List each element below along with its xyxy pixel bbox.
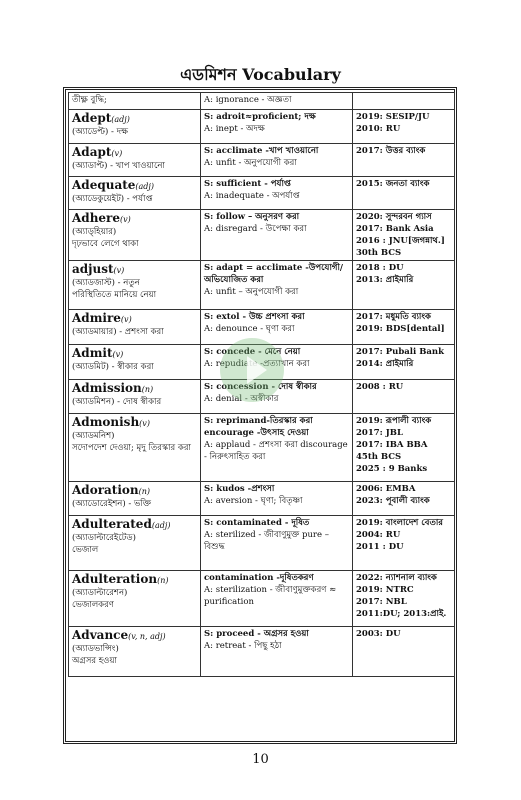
word: Admit: [72, 346, 113, 360]
table-row: [69, 414, 455, 482]
table-row: [69, 571, 455, 627]
word: Adept: [72, 111, 112, 125]
meaning-line: দৃঢ়ভাবে লেগে থাকা: [72, 239, 139, 249]
word: Advance: [72, 628, 129, 642]
pronunciation: (অ্যাডমিট): [72, 362, 109, 372]
table-row: [69, 144, 455, 177]
word-cell: [69, 627, 201, 677]
pronunciation: (অ্যাডমনিশ): [72, 431, 115, 441]
meaning: - প্রশংসা করা: [116, 327, 164, 337]
meaning-line: অগ্রসর হওয়া: [72, 656, 117, 666]
exam-reference: 2016 : JNU[জগন্নাথ.]: [356, 236, 445, 246]
antonym: A: retreat - পিছু হঠা: [204, 641, 282, 651]
antonym: A: unfit - অনুপযোগী করা: [204, 158, 297, 168]
pronunciation: (অ্যাডেপ্ট): [72, 127, 109, 137]
antonym: A: unfit – অনুপযোগী করা: [204, 287, 299, 297]
word-cell: [69, 310, 201, 345]
word: Adulteration: [72, 572, 158, 586]
antonym: A: inept - অদক্ষ: [204, 124, 265, 134]
pronunciation: (অ্যাডাল্টারেশন): [72, 588, 128, 598]
exam-reference: 2019: রূপালী ব্যাংক: [356, 416, 432, 426]
synonym-antonym-cell: [201, 571, 353, 627]
meaning-line: সদোপদেশ দেওয়া; মৃদু তিরস্কার করা: [72, 443, 191, 453]
meaning: - স্বীকার করা: [108, 362, 154, 372]
antonym: A: sterilization - জীবাণুমুক্তকরণ ≈ purification: [204, 585, 337, 607]
pronunciation: (অ্যাডাপ্ট): [72, 161, 108, 171]
table-row: [69, 482, 455, 516]
meaning: - নতুন: [114, 278, 140, 288]
exam-reference: 2017: মধুমতি ব্যাংক: [356, 312, 431, 322]
table-row: [69, 210, 455, 261]
part-of-speech: (v): [113, 266, 125, 275]
table-row: [69, 627, 455, 677]
exam-cell: [353, 310, 455, 345]
exam-reference: 2013: প্রাইমারি: [356, 275, 414, 285]
meaning: - পর্যাপ্ত: [124, 194, 153, 204]
play-triangle-icon: [247, 356, 267, 384]
exam-reference: 2010: RU: [356, 124, 401, 134]
table-row: [69, 93, 455, 110]
word-cell: [69, 414, 201, 482]
synonym-antonym-cell: [201, 627, 353, 677]
exam-reference: 2003: DU: [356, 629, 401, 639]
synonym: S: reprimand-তিরস্কার করা encourage -উৎসাহ দেওয়া: [204, 416, 313, 438]
synonym-antonym-cell: [201, 516, 353, 571]
synonym-antonym-cell: [201, 144, 353, 177]
exam-cell: [353, 93, 455, 110]
word-cell: [69, 345, 201, 380]
exam-cell: [353, 261, 455, 310]
word-cell: [69, 571, 201, 627]
table-row: [69, 110, 455, 144]
word-cell: [69, 261, 201, 310]
exam-reference: 2017: IBA BBA: [356, 440, 428, 450]
synonym: S: contaminated - দূষিত: [204, 518, 310, 528]
table-row: [69, 516, 455, 571]
exam-reference: 2020: সুন্দরবন গ্যাস: [356, 212, 432, 222]
part-of-speech: (n): [141, 385, 154, 394]
word-cell: [69, 177, 201, 210]
antonym: A: ignorance - অজ্ঞতা: [204, 95, 292, 105]
exam-reference: 2017: Pubali Bank: [356, 347, 444, 357]
exam-reference: 2014: প্রাইমারি: [356, 359, 414, 369]
synonym: S: extol - উচ্চ প্রশংসা করা: [204, 312, 305, 322]
exam-reference: 2008 : RU: [356, 382, 404, 392]
word: Adapt: [72, 145, 112, 159]
synonym-antonym-cell: [201, 210, 353, 261]
synonym-antonym-cell: [201, 261, 353, 310]
exam-reference: 45th BCS: [356, 452, 402, 462]
exam-reference: 2017: উত্তর ব্যাংক: [356, 146, 426, 156]
exam-reference: 2011 : DU: [356, 542, 404, 552]
part-of-speech: (v): [111, 149, 123, 158]
exam-cell: [353, 627, 455, 677]
word: Admire: [72, 311, 121, 325]
pronunciation: (অ্যাডজাস্ট): [72, 278, 115, 288]
word-cell: [69, 380, 201, 414]
part-of-speech: (n): [157, 576, 169, 585]
synonym-antonym-cell: [201, 93, 353, 110]
meaning-line: ভেজাল: [72, 545, 99, 555]
antonym: A: inadequate - অপর্যাপ্ত: [204, 191, 300, 201]
exam-reference: 2011:DU; 2013:প্রাই.: [356, 609, 447, 619]
part-of-speech: (adj): [111, 115, 130, 124]
synonym-antonym-cell: [201, 310, 353, 345]
synonym: S: concede - মেনে নেয়া: [204, 347, 301, 357]
page-number: 10: [252, 752, 269, 767]
synonym: contamination -দূষিতকরণ: [204, 573, 314, 583]
exam-reference: 2019: NTRC: [356, 585, 414, 595]
antonym: A: aversion - ঘৃণা; বিতৃষ্ণা: [204, 496, 303, 506]
synonym: S: acclimate -খাপ খাওয়ানো: [204, 146, 319, 156]
table-row: [69, 177, 455, 210]
synonym: S: adapt = acclimate -উপযোগী/অভিযোজিত করা: [204, 263, 344, 285]
exam-cell: [353, 144, 455, 177]
exam-reference: 2025 : 9 Banks: [356, 464, 428, 474]
pronunciation: (অ্যাডমায়ার): [72, 327, 117, 337]
synonym: S: follow – অনুসরণ করা: [204, 212, 300, 222]
meaning: - ভক্তি: [125, 499, 151, 509]
synonym: S: proceed - অগ্রসর হওয়া: [204, 629, 309, 639]
meaning: - দক্ষ: [108, 127, 128, 137]
pronunciation: (অ্যাডেকুয়েইট): [72, 194, 125, 204]
exam-cell: [353, 345, 455, 380]
table-row: [69, 261, 455, 310]
synonym: S: kudos -প্রশংসা: [204, 484, 275, 494]
part-of-speech: (n): [138, 487, 151, 496]
synonym: S: adroit≈proficient; দক্ষ: [204, 112, 316, 122]
part-of-speech: (v): [112, 350, 124, 359]
pronunciation: (অ্যাডমিশন): [72, 397, 115, 407]
antonym: A: disregard - উপেক্ষা করা: [204, 224, 307, 234]
word: Adoration: [72, 483, 139, 497]
exam-reference: 2022: ন্যাশনাল ব্যাংক: [356, 573, 437, 583]
exam-cell: [353, 210, 455, 261]
word-cell: [69, 144, 201, 177]
word: Admission: [72, 381, 142, 395]
pronunciation: (অ্যাড্‌হিয়ার): [72, 227, 117, 237]
meaning: - দোষ স্বীকার: [114, 397, 162, 407]
word: adjust: [72, 262, 114, 276]
exam-reference: 2019: BDS[dental]: [356, 324, 445, 334]
word-cell: [69, 482, 201, 516]
word: Adhere: [72, 211, 121, 225]
exam-reference: 2004: RU: [356, 530, 401, 540]
part-of-speech: (v): [120, 315, 132, 324]
word-cell: [69, 93, 201, 110]
word-cell: [69, 210, 201, 261]
meaning: - খাপ খাওয়ানো: [107, 161, 165, 171]
exam-reference: 2019: SESIP/JU: [356, 112, 430, 122]
word-cell: [69, 516, 201, 571]
exam-reference: 2023: পূবালী ব্যাংক: [356, 496, 430, 506]
exam-reference: 2019: বাংলাদেশ বেতার: [356, 518, 443, 528]
word: Adequate: [72, 178, 136, 192]
meaning-line: ভেজালকরণ: [72, 600, 114, 610]
word: Adulterated: [72, 517, 152, 531]
synonym-antonym-cell: [201, 482, 353, 516]
antonym: A: sterilized - জীবাণুমুক্ত pure – বিশুদ্ধ: [204, 530, 329, 552]
antonym: A: applaud - প্রশংসা করা discourage - নিরুৎসাহিত করা: [204, 440, 348, 462]
synonym-antonym-cell: [201, 177, 353, 210]
part-of-speech: (v, n, adj): [128, 632, 166, 641]
synonym-antonym-cell: [201, 110, 353, 144]
exam-cell: [353, 177, 455, 210]
exam-reference: 2018 : DU: [356, 263, 404, 273]
part-of-speech: (adj): [151, 521, 171, 530]
exam-reference: 30th BCS: [356, 248, 402, 258]
exam-reference: 2017: Bank Asia: [356, 224, 434, 234]
exam-cell: [353, 516, 455, 571]
word-cell: [69, 110, 201, 144]
exam-reference: 2006: EMBA: [356, 484, 416, 494]
word: Admonish: [72, 415, 140, 429]
exam-reference: 2017: JBL: [356, 428, 403, 438]
part-of-speech: (v): [139, 419, 150, 428]
meaning-line: পরিস্থিতিতে মানিয়ে নেয়া: [72, 290, 157, 300]
antonym: A: repudiate -প্রত্যাখান করা: [204, 359, 310, 369]
synonym: S: concession - দোষ স্বীকার: [204, 382, 317, 392]
exam-cell: [353, 110, 455, 144]
exam-cell: [353, 414, 455, 482]
synonym: S: sufficient - পর্যাপ্ত: [204, 179, 291, 189]
exam-reference: 2017: NBL: [356, 597, 407, 607]
pronunciation: তীক্ষ্ণ বুদ্ধি;: [72, 95, 107, 105]
pronunciation: (অ্যাডভান্সিং): [72, 644, 119, 654]
exam-cell: [353, 380, 455, 414]
antonym: A: denial - অস্বীকার: [204, 394, 279, 404]
page-title: এডমিশন Vocabulary: [180, 65, 341, 84]
pronunciation: (অ্যাডোরেইশন): [72, 499, 126, 509]
part-of-speech: (v): [120, 215, 131, 224]
exam-reference: 2015: জনতা ব্যাংক: [356, 179, 430, 189]
antonym: A: denounce - ঘৃণা করা: [204, 324, 295, 334]
exam-cell: [353, 571, 455, 627]
part-of-speech: (adj): [135, 182, 155, 191]
pronunciation: (অ্যাডাল্টারেইটেড): [72, 533, 136, 543]
exam-cell: [353, 482, 455, 516]
synonym-antonym-cell: [201, 414, 353, 482]
